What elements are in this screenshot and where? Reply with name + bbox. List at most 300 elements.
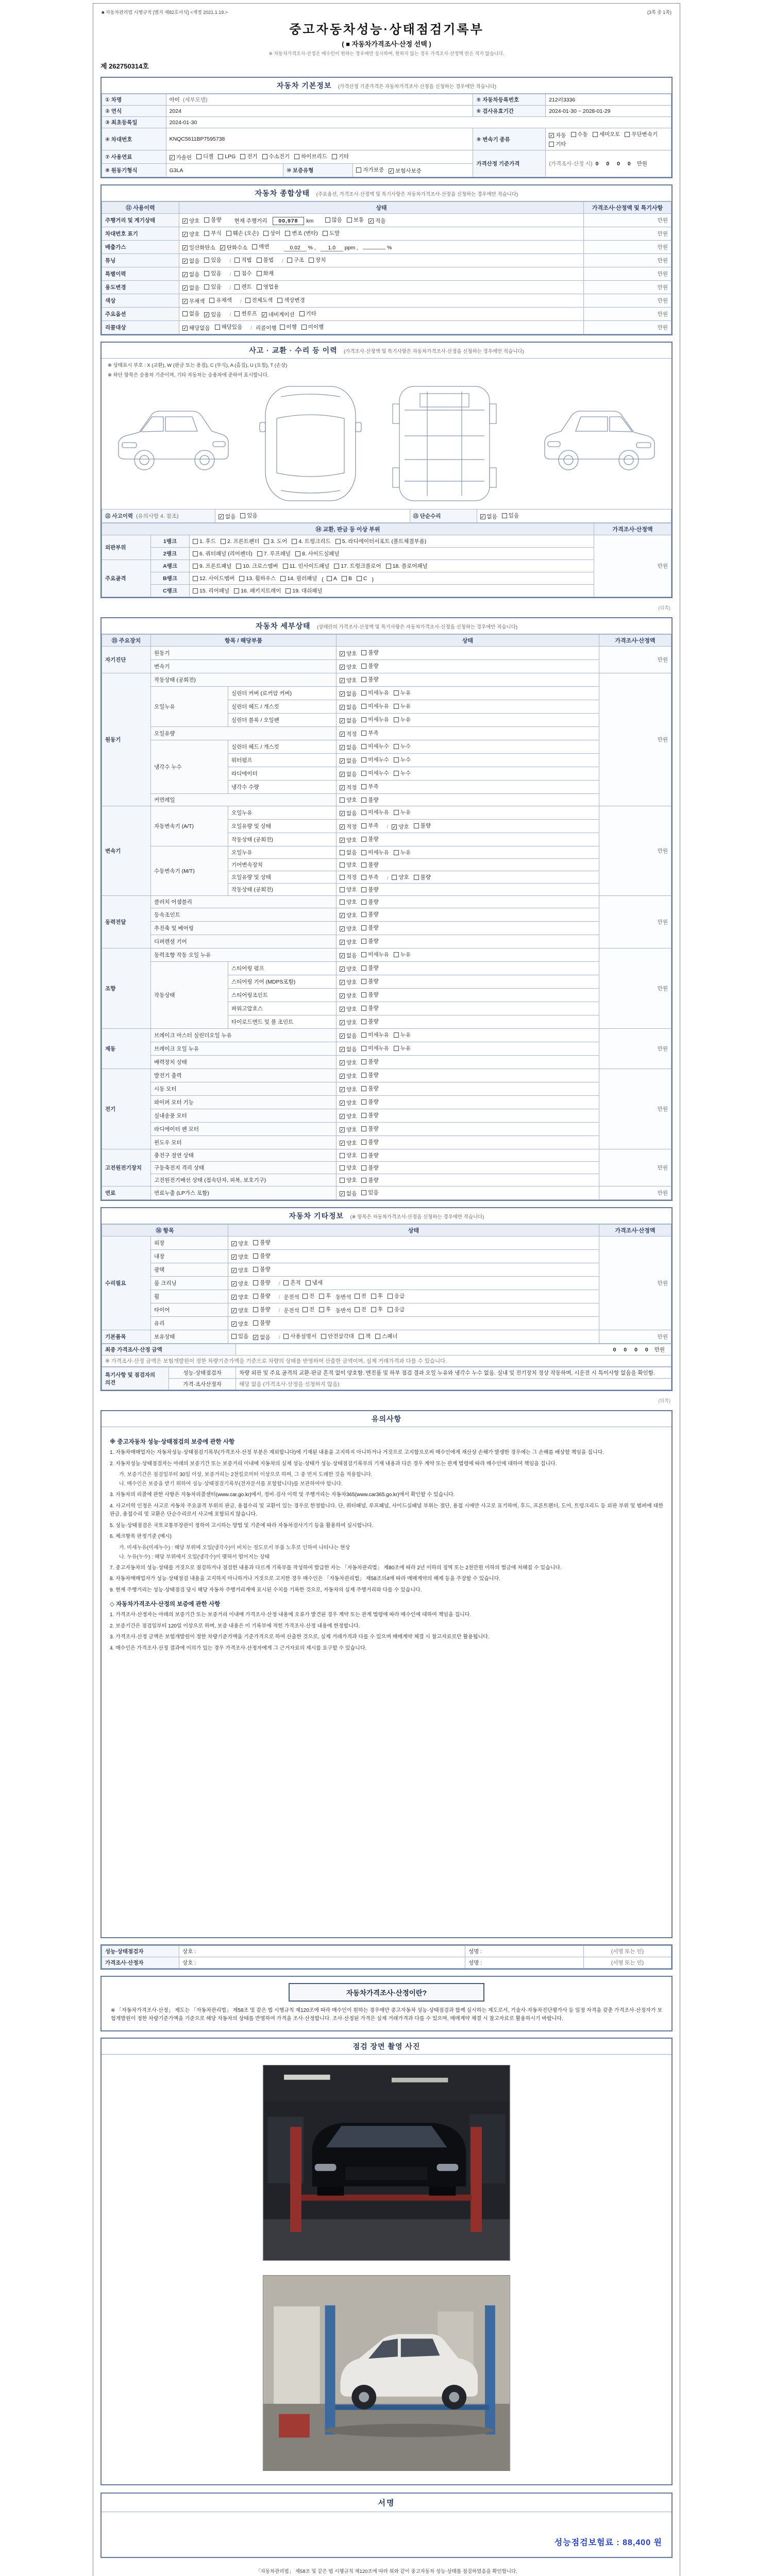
checkbox-option-불량[interactable] (361, 1111, 378, 1119)
checkbox-option-11. 인사이드패널[interactable] (283, 562, 330, 570)
checkbox[interactable] (361, 1006, 366, 1011)
checkbox[interactable] (253, 1240, 258, 1245)
checkbox[interactable] (361, 1113, 366, 1118)
checkbox[interactable] (327, 576, 332, 581)
checkbox[interactable] (340, 862, 345, 868)
checkbox-option-누유[interactable] (394, 716, 411, 723)
checkbox-option-있음[interactable] (502, 512, 519, 519)
checkbox[interactable]: ✓ (262, 312, 266, 317)
checkbox[interactable] (340, 1153, 345, 1158)
checkbox-option-보험사보증[interactable] (389, 167, 422, 175)
checkbox-option-15. 리어패널[interactable] (193, 587, 229, 595)
checkbox-option-13. 휠하우스[interactable] (239, 574, 276, 582)
checkbox-option-불량[interactable] (253, 1292, 270, 1300)
checkbox[interactable]: ✓ (340, 1046, 344, 1052)
checkbox-option-누수[interactable] (394, 742, 411, 750)
checkbox[interactable] (340, 850, 345, 855)
checkbox-option-부족[interactable] (361, 822, 378, 829)
checkbox[interactable] (240, 154, 245, 159)
checkbox-option-없음[interactable] (340, 1032, 357, 1040)
checkbox[interactable]: ✓ (340, 744, 344, 750)
checkbox-option-전체도색[interactable] (245, 296, 273, 304)
checkbox-option-누유[interactable] (394, 1044, 411, 1052)
checkbox-option-하이브리드[interactable] (294, 152, 327, 160)
checkbox[interactable]: ✓ (340, 677, 344, 683)
checkbox-option-7. 루프패널[interactable] (257, 550, 291, 557)
checkbox-option-렌트[interactable] (234, 283, 251, 291)
checkbox[interactable] (394, 952, 399, 957)
checkbox-option-양호[interactable] (340, 938, 357, 946)
checkbox[interactable] (361, 939, 366, 944)
checkbox[interactable] (204, 217, 209, 223)
checkbox[interactable] (571, 132, 576, 137)
checkbox-option-썬루프[interactable] (234, 310, 257, 317)
checkbox[interactable] (394, 704, 399, 709)
checkbox[interactable] (549, 142, 554, 147)
checkbox[interactable] (257, 258, 262, 263)
checkbox[interactable] (361, 1126, 366, 1131)
checkbox[interactable] (253, 1294, 258, 1299)
checkbox-option-미세누유[interactable] (361, 1031, 389, 1039)
checkbox[interactable] (361, 1153, 366, 1158)
checkbox-option-불량[interactable] (253, 1265, 270, 1273)
checkbox-option-불량[interactable] (361, 835, 378, 843)
checkbox[interactable]: ✓ (340, 1140, 344, 1146)
checkbox-option-후[interactable] (319, 1306, 331, 1313)
checkbox-option-없음[interactable] (340, 1190, 357, 1197)
checkbox[interactable] (361, 979, 366, 984)
checkbox[interactable] (253, 1320, 258, 1326)
checkbox[interactable] (394, 1032, 399, 1038)
checkbox-option-불량[interactable] (361, 886, 378, 893)
checkbox-option-후[interactable] (371, 1292, 383, 1300)
checkbox-option-12. 사이드멤버[interactable] (193, 574, 234, 582)
checkbox[interactable] (193, 539, 198, 544)
checkbox[interactable] (285, 231, 290, 236)
checkbox[interactable]: ✓ (232, 1281, 236, 1286)
checkbox-option-양호[interactable] (340, 1112, 357, 1120)
checkbox[interactable] (361, 837, 366, 842)
checkbox-option-불량[interactable] (361, 649, 378, 656)
checkbox-option-불량[interactable] (361, 1058, 378, 1065)
checkbox[interactable]: ✓ (340, 1087, 344, 1092)
checkbox-option-불량[interactable] (361, 924, 378, 931)
checkbox-option-2. 프론트펜더[interactable] (221, 537, 259, 545)
checkbox-option-전[interactable] (303, 1306, 314, 1313)
checkbox[interactable] (371, 1294, 376, 1299)
checkbox[interactable] (245, 298, 250, 303)
checkbox-option-양호[interactable] (340, 1019, 357, 1026)
checkbox-option-해당있음[interactable] (215, 323, 243, 331)
checkbox-option-불법[interactable] (257, 256, 274, 264)
checkbox-option-없음[interactable] (182, 310, 199, 317)
checkbox[interactable]: ✓ (205, 312, 209, 317)
checkbox[interactable] (388, 1307, 393, 1312)
checkbox-option-A[interactable] (327, 575, 337, 582)
checkbox[interactable] (215, 325, 220, 330)
checkbox-option-양호[interactable] (231, 1280, 248, 1287)
checkbox[interactable] (193, 551, 198, 556)
checkbox-option-양호[interactable] (340, 861, 357, 869)
checkbox[interactable]: ✓ (232, 1267, 236, 1273)
checkbox[interactable] (277, 298, 282, 303)
checkbox[interactable]: ✓ (340, 953, 344, 958)
checkbox[interactable] (414, 875, 419, 880)
checkbox-option-기타[interactable] (332, 152, 349, 160)
checkbox[interactable] (375, 1334, 380, 1339)
checkbox-option-네비게이션[interactable] (262, 311, 295, 318)
checkbox-option-불량[interactable] (253, 1306, 270, 1313)
checkbox[interactable]: ✓ (480, 514, 485, 519)
checkbox[interactable] (361, 664, 366, 669)
checkbox-option-양호[interactable] (340, 911, 357, 919)
checkbox[interactable] (287, 258, 292, 263)
checkbox[interactable] (361, 677, 366, 682)
checkbox[interactable] (355, 1307, 360, 1312)
checkbox[interactable] (355, 1294, 360, 1299)
checkbox-option-없음[interactable] (340, 809, 357, 817)
checkbox-option-양호[interactable] (231, 1240, 248, 1247)
checkbox-option-없음[interactable] (340, 690, 357, 698)
checkbox[interactable] (371, 1307, 376, 1312)
checkbox[interactable]: ✓ (232, 1321, 236, 1327)
checkbox-option-불량[interactable] (361, 1004, 378, 1012)
checkbox[interactable]: ✓ (340, 651, 344, 656)
checkbox-option-누수[interactable] (394, 769, 411, 777)
checkbox[interactable] (340, 887, 345, 892)
checkbox[interactable] (361, 1178, 366, 1183)
checkbox-option-미세누유[interactable] (361, 689, 389, 697)
checkbox[interactable] (502, 513, 507, 518)
checkbox-option-세미오토[interactable] (593, 130, 620, 138)
checkbox-option-있음[interactable] (204, 256, 221, 264)
checkbox-option-많음[interactable] (325, 216, 342, 224)
checkbox-option-양호[interactable] (340, 1086, 357, 1093)
checkbox-option-양호[interactable] (340, 978, 357, 986)
checkbox[interactable] (388, 1294, 393, 1299)
checkbox[interactable] (236, 564, 241, 569)
checkbox-option-없음[interactable] (340, 703, 357, 711)
checkbox[interactable] (361, 862, 366, 868)
checkbox-option-양호[interactable] (392, 873, 409, 881)
checkbox-option-누유[interactable] (394, 951, 411, 958)
checkbox-option-불량[interactable] (361, 1098, 378, 1106)
checkbox[interactable] (394, 717, 399, 722)
checkbox-option-매연[interactable] (252, 243, 269, 250)
checkbox[interactable]: ✓ (340, 758, 344, 764)
checkbox[interactable]: ✓ (389, 168, 393, 174)
checkbox[interactable] (323, 231, 328, 236)
checkbox-option-불량[interactable] (414, 873, 431, 881)
checkbox-option-누유[interactable] (394, 689, 411, 697)
checkbox-option-불량[interactable] (361, 796, 378, 804)
checkbox-option-불량[interactable] (253, 1319, 270, 1327)
checkbox-option-1. 후드[interactable] (193, 537, 216, 545)
checkbox-option-양호[interactable] (340, 992, 357, 999)
checkbox-option-6. 쿼터패널 (리어펜더)[interactable] (193, 550, 253, 557)
checkbox[interactable] (253, 1280, 258, 1285)
checkbox[interactable]: ✓ (219, 514, 223, 519)
checkbox-option-양호[interactable] (340, 836, 357, 844)
checkbox[interactable] (361, 1019, 366, 1024)
checkbox[interactable]: ✓ (340, 771, 344, 777)
checkbox-option-수동[interactable] (571, 130, 588, 138)
checkbox-option-LPG[interactable] (218, 154, 236, 160)
checkbox[interactable] (299, 311, 305, 316)
checkbox-option-후[interactable] (371, 1306, 383, 1313)
checkbox[interactable]: ✓ (340, 664, 344, 670)
checkbox-option-없음[interactable] (340, 1045, 357, 1053)
checkbox[interactable] (294, 154, 299, 159)
checkbox-option-색상변경[interactable] (277, 296, 305, 304)
checkbox-option-있음[interactable] (240, 512, 257, 519)
checkbox-option-있음[interactable] (204, 269, 221, 277)
checkbox[interactable]: ✓ (340, 979, 344, 985)
checkbox-option-불량[interactable] (253, 1252, 270, 1260)
checkbox[interactable]: ✓ (340, 1100, 344, 1106)
checkbox[interactable]: ✓ (340, 912, 344, 918)
checkbox[interactable]: ✓ (340, 993, 344, 998)
checkbox[interactable]: ✓ (392, 824, 397, 829)
checkbox-option-18. 플로어패널[interactable] (386, 562, 428, 570)
checkbox[interactable]: ✓ (340, 691, 344, 697)
checkbox[interactable] (340, 1178, 345, 1183)
checkbox-option-8. 사이드실패널[interactable] (295, 550, 340, 557)
checkbox[interactable] (361, 1099, 366, 1105)
checkbox[interactable]: ✓ (183, 272, 187, 277)
checkbox-option-자동[interactable] (549, 131, 566, 139)
checkbox[interactable] (204, 231, 209, 236)
checkbox-option-디젤[interactable] (196, 152, 213, 160)
checkbox-option-불량[interactable] (361, 861, 378, 869)
checkbox[interactable] (303, 1307, 308, 1312)
checkbox-option-무채색[interactable] (182, 297, 205, 305)
checkbox[interactable]: ✓ (340, 1006, 344, 1012)
checkbox[interactable]: ✓ (183, 245, 187, 250)
checkbox-option-양호[interactable] (340, 650, 357, 657)
checkbox[interactable]: ✓ (340, 718, 344, 723)
checkbox-option-없음[interactable] (340, 717, 357, 724)
checkbox[interactable] (361, 887, 366, 892)
checkbox[interactable]: ✓ (340, 939, 344, 945)
checkbox-option-양호[interactable] (231, 1320, 248, 1328)
checkbox[interactable] (394, 810, 399, 815)
checkbox-option-기타[interactable] (299, 310, 316, 317)
checkbox[interactable] (361, 757, 366, 762)
checkbox-option-14. 필러패널[interactable] (280, 574, 317, 582)
checkbox[interactable] (306, 1280, 311, 1285)
checkbox-option-없음[interactable] (340, 952, 357, 959)
checkbox-option-침수[interactable] (234, 269, 251, 277)
checkbox[interactable] (414, 823, 419, 828)
checkbox[interactable] (593, 132, 598, 137)
checkbox[interactable]: ✓ (183, 258, 187, 264)
checkbox[interactable] (240, 513, 245, 518)
checkbox[interactable] (386, 564, 391, 569)
checkbox-option-사용설명서[interactable] (283, 1332, 316, 1340)
checkbox[interactable] (257, 271, 262, 276)
checkbox-option-불량[interactable] (361, 898, 378, 906)
checkbox-option-흔적[interactable] (283, 1279, 300, 1286)
checkbox-option-누유[interactable] (394, 808, 411, 816)
checkbox[interactable]: ✓ (340, 1020, 344, 1025)
checkbox-option-없음[interactable] (480, 513, 497, 520)
checkbox-option-있음[interactable] (361, 1189, 378, 1196)
checkbox-option-없음[interactable] (182, 257, 199, 265)
checkbox[interactable] (283, 564, 288, 569)
checkbox-option-기타[interactable] (549, 140, 566, 148)
checkbox[interactable] (204, 271, 209, 276)
checkbox-option-이행[interactable] (280, 323, 297, 331)
checkbox-option-화재[interactable] (257, 269, 274, 277)
checkbox[interactable]: ✓ (183, 285, 187, 291)
checkbox[interactable] (361, 1086, 366, 1091)
checkbox-option-양호[interactable] (340, 676, 357, 684)
checkbox-option-전[interactable] (355, 1292, 366, 1300)
checkbox-option-보통[interactable] (347, 216, 364, 224)
checkbox-option-응급[interactable] (388, 1292, 405, 1300)
checkbox-option-누유[interactable] (394, 1031, 411, 1039)
checkbox[interactable] (231, 1334, 237, 1339)
checkbox[interactable] (357, 576, 362, 581)
checkbox[interactable] (335, 539, 341, 544)
checkbox-option-미세누유[interactable] (361, 808, 389, 816)
checkbox-option-적정[interactable] (340, 873, 357, 881)
checkbox[interactable] (361, 1165, 366, 1171)
checkbox-option-불량[interactable] (361, 910, 378, 918)
checkbox-option-양호[interactable] (340, 1151, 357, 1159)
checkbox-option-자가보증[interactable] (356, 166, 384, 174)
checkbox[interactable] (356, 167, 361, 173)
checkbox-option-장치[interactable] (309, 256, 326, 264)
checkbox[interactable] (359, 1334, 364, 1339)
checkbox[interactable] (234, 258, 240, 263)
checkbox[interactable]: ✓ (340, 966, 344, 972)
checkbox[interactable] (394, 744, 399, 749)
checkbox[interactable] (361, 1059, 366, 1064)
checkbox[interactable] (321, 1334, 326, 1339)
checkbox-option-상이[interactable] (263, 229, 280, 237)
checkbox-option-있음[interactable] (204, 283, 221, 291)
checkbox[interactable] (234, 588, 239, 594)
checkbox[interactable]: ✓ (183, 218, 187, 224)
checkbox[interactable]: ✓ (340, 926, 344, 931)
checkbox[interactable] (361, 1032, 366, 1038)
checkbox[interactable] (309, 258, 314, 263)
checkbox[interactable] (347, 217, 352, 223)
checkbox-option-탄화수소[interactable] (220, 244, 248, 251)
checkbox-option-4. 트렁크리드[interactable] (292, 537, 330, 545)
checkbox-option-있음[interactable] (231, 1332, 248, 1340)
checkbox-option-없음[interactable] (253, 1333, 270, 1341)
checkbox-option-양호[interactable] (231, 1307, 248, 1314)
checkbox[interactable] (295, 551, 300, 556)
checkbox[interactable] (361, 1073, 366, 1078)
checkbox-option-적정[interactable] (340, 784, 357, 791)
checkbox-option-전[interactable] (303, 1292, 314, 1300)
checkbox[interactable]: ✓ (340, 810, 344, 816)
checkbox-option-가솔린[interactable] (170, 154, 192, 161)
checkbox[interactable] (257, 551, 262, 556)
checkbox-option-없음[interactable] (340, 849, 357, 856)
checkbox[interactable] (394, 771, 399, 776)
checkbox[interactable] (342, 576, 347, 581)
checkbox-option-불량[interactable] (361, 1138, 378, 1146)
checkbox[interactable] (234, 271, 240, 276)
checkbox[interactable]: ✓ (340, 1073, 344, 1079)
checkbox[interactable] (280, 325, 285, 330)
checkbox[interactable] (361, 810, 366, 815)
checkbox-option-불량[interactable] (361, 964, 378, 972)
checkbox-option-훼손 (오손)[interactable] (226, 229, 259, 237)
checkbox-option-19. 대쉬패널[interactable] (285, 587, 322, 595)
checkbox-option-양호[interactable] (340, 796, 357, 804)
checkbox-option-양호[interactable] (340, 1139, 357, 1147)
checkbox[interactable] (303, 1294, 308, 1299)
checkbox[interactable] (253, 1267, 258, 1272)
checkbox-option-무단변속기[interactable] (625, 130, 658, 138)
checkbox-option-미세누유[interactable] (361, 702, 389, 710)
checkbox[interactable] (253, 1307, 258, 1312)
checkbox[interactable] (252, 244, 257, 249)
checkbox-option-양호[interactable] (340, 1072, 357, 1080)
checkbox[interactable] (319, 1307, 324, 1312)
checkbox[interactable] (361, 650, 366, 655)
checkbox-option-없음[interactable] (182, 284, 199, 292)
checkbox[interactable]: ✓ (232, 1241, 236, 1246)
checkbox[interactable]: ✓ (340, 704, 344, 710)
checkbox[interactable] (196, 154, 201, 159)
checkbox[interactable] (193, 588, 198, 594)
checkbox[interactable] (361, 925, 366, 930)
checkbox-option-양호[interactable] (340, 925, 357, 933)
checkbox-option-10. 크로스멤버[interactable] (236, 562, 278, 570)
checkbox-option-양호[interactable] (340, 1126, 357, 1133)
checkbox-option-전기[interactable] (240, 152, 257, 160)
checkbox-option-적법[interactable] (234, 256, 251, 264)
checkbox[interactable] (204, 258, 209, 263)
checkbox-option-있음[interactable] (204, 311, 221, 318)
checkbox-option-스패너[interactable] (375, 1332, 397, 1340)
checkbox-option-미세누수[interactable] (361, 756, 389, 764)
checkbox[interactable]: ✓ (340, 1191, 344, 1196)
checkbox-option-불량[interactable] (361, 1125, 378, 1132)
checkbox[interactable] (361, 900, 366, 905)
checkbox[interactable] (332, 154, 337, 159)
checkbox-option-3. 도어[interactable] (264, 537, 287, 545)
checkbox-option-응급[interactable] (388, 1306, 405, 1313)
checkbox-option-9. 프론트패널[interactable] (193, 562, 231, 570)
checkbox[interactable] (283, 1334, 289, 1339)
checkbox-option-후[interactable] (319, 1292, 331, 1300)
checkbox-option-수소전기[interactable] (262, 152, 290, 160)
checkbox-option-구조[interactable] (287, 256, 304, 264)
checkbox-option-적정[interactable] (340, 823, 357, 831)
checkbox-option-일산화탄소[interactable] (182, 244, 215, 251)
checkbox-option-불량[interactable] (253, 1279, 270, 1286)
checkbox[interactable]: ✓ (232, 1308, 236, 1313)
checkbox-option-양호[interactable] (340, 1059, 357, 1066)
checkbox-option-불량[interactable] (361, 1084, 378, 1092)
checkbox[interactable]: ✓ (340, 837, 344, 843)
checkbox[interactable]: ✓ (170, 155, 174, 160)
checkbox[interactable]: ✓ (232, 1254, 236, 1260)
checkbox-option-적음[interactable] (368, 217, 385, 225)
checkbox[interactable] (361, 965, 366, 971)
checkbox-option-영업용[interactable] (257, 283, 279, 291)
checkbox-option-5. 라디에이터서포트 (볼트체결부품)[interactable] (335, 537, 427, 545)
checkbox-option-양호[interactable] (340, 1164, 357, 1172)
